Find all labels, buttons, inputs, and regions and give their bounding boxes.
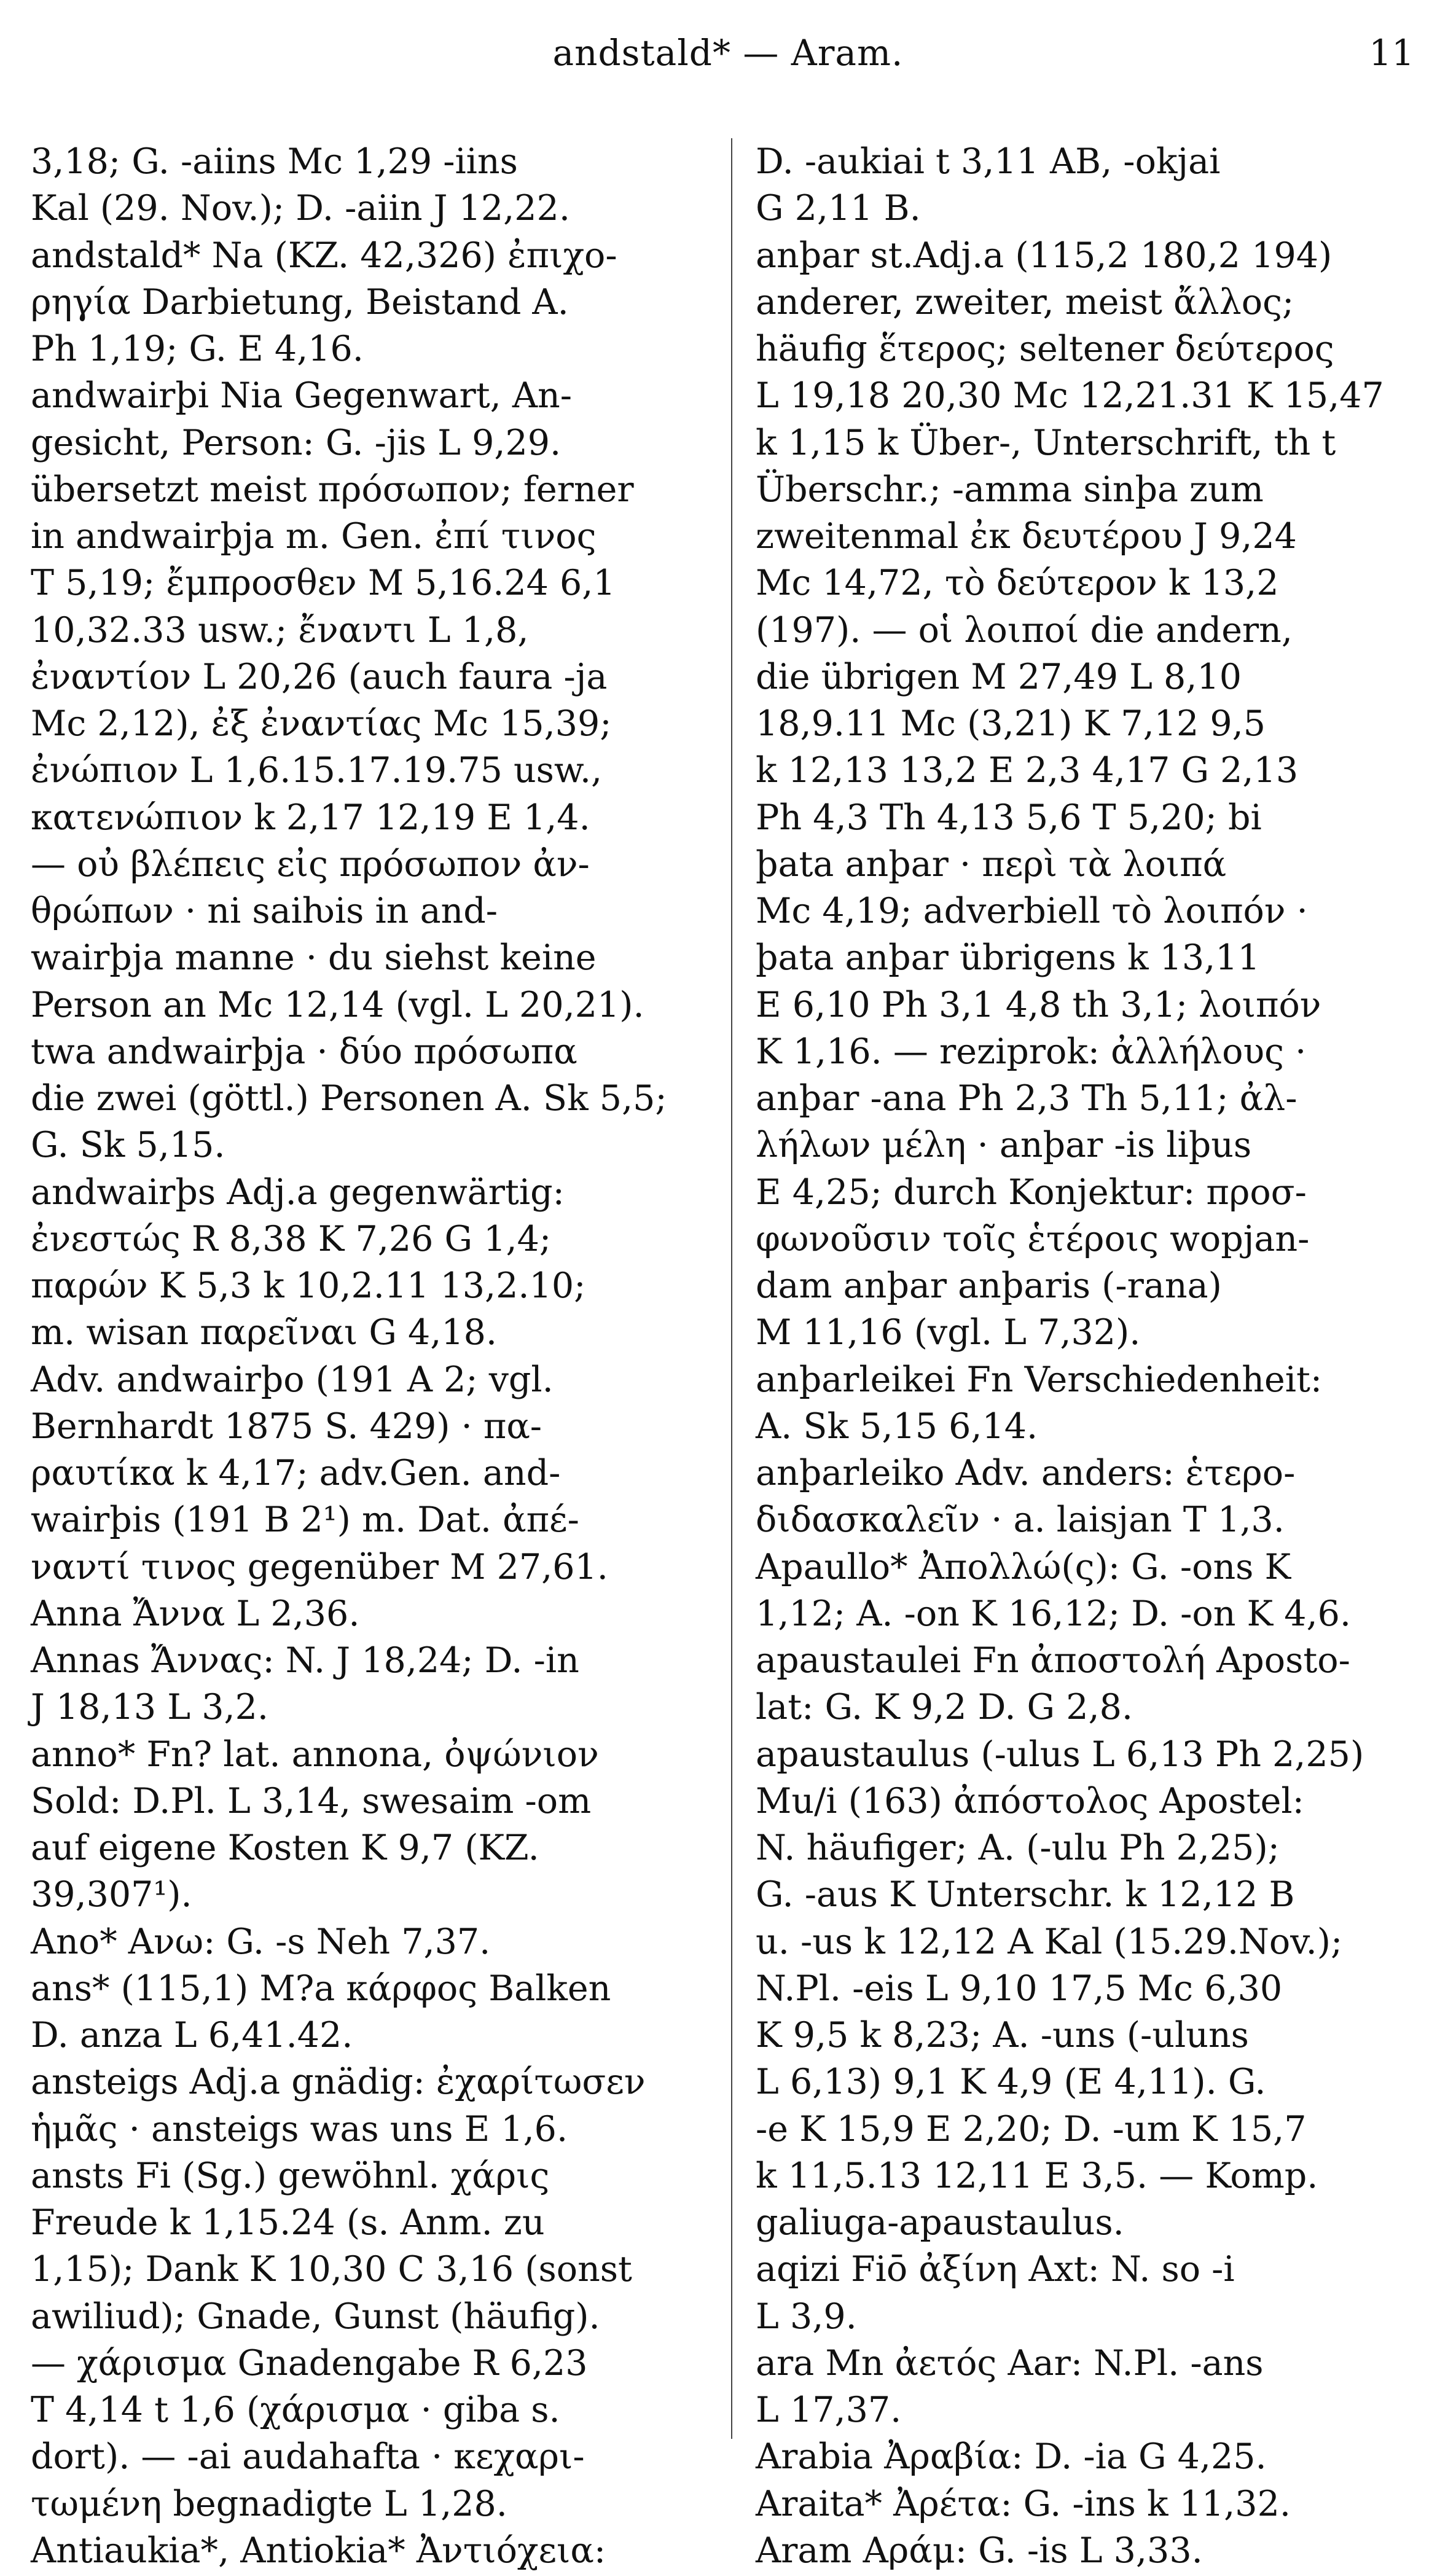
dictionary-line: þata anþar übrigens k 13,11 [756, 937, 1260, 979]
column-divider [731, 138, 732, 2439]
dictionary-line: 1,15); Dank K 10,30 C 3,16 (sonst [31, 2249, 632, 2290]
dictionary-line: andstald* Na (KZ. 42,326) ἐπιχο- [31, 235, 617, 276]
dictionary-line: die übrigen M 27,49 L 8,10 [756, 656, 1242, 697]
dictionary-line: 10,32.33 usw.; ἔναντι L 1,8, [31, 609, 529, 651]
dictionary-line: -e K 15,9 E 2,20; D. -um K 15,7 [756, 2108, 1307, 2150]
dictionary-line: Überschr.; -amma sinþa zum [756, 469, 1264, 510]
dictionary-line: andwairþs Adj.a gegenwärtig: [31, 1172, 565, 1213]
dictionary-line: G 2,11 B. [756, 188, 921, 229]
dictionary-line: E 6,10 Ph 3,1 4,8 th 3,1; λοιπόν [756, 984, 1321, 1025]
dictionary-line: übersetzt meist πρόσωπον; ferner [31, 469, 634, 510]
dictionary-line: k 12,13 13,2 E 2,3 4,17 G 2,13 [756, 750, 1299, 791]
dictionary-line: apaustaulus (-ulus L 6,13 Ph 2,25) [756, 1734, 1364, 1775]
dictionary-line: Aram Αράμ: G. -is L 3,33. [756, 2530, 1203, 2571]
dictionary-line: ansts Fi (Sg.) gewöhnl. χάρις [31, 2155, 550, 2196]
page-header [31, 32, 1425, 93]
dictionary-line: Arabia Ἀραβία: D. -ia G 4,25. [756, 2436, 1267, 2478]
dictionary-line: dort). — -ai audahafta · κεχαρι- [31, 2436, 585, 2478]
dictionary-line: ansteigs Adj.a gnädig: ἐχαρίτωσεν [31, 2062, 646, 2103]
dictionary-line: 3,18; G. -aiins Mc 1,29 -iins [31, 141, 518, 182]
dictionary-line: — οὐ βλέπεις εἰς πρόσωπον ἀν- [31, 843, 590, 885]
dictionary-line: apaustaulei Fn ἀποστολή Aposto- [756, 1640, 1350, 1681]
dictionary-line: Araita* Ἀρέτα: G. -ins k 11,32. [756, 2483, 1291, 2524]
dictionary-line: 1,12; A. -on K 16,12; D. -on K 4,6. [756, 1593, 1352, 1634]
dictionary-line: λήλων μέλη · anþar -is liþus [756, 1125, 1252, 1166]
dictionary-line: D. -aukiai t 3,11 AB, -okjai [756, 141, 1221, 182]
dictionary-line: L 19,18 20,30 Mc 12,21.31 K 15,47 [756, 375, 1384, 417]
dictionary-line: Apaullo* Ἀπολλώ(ς): G. -ons K [756, 1546, 1291, 1587]
dictionary-line: galiuga-apaustaulus. [756, 2202, 1124, 2243]
dictionary-line: T 5,19; ἔμπροσθεν M 5,16.24 6,1 [31, 563, 616, 604]
dictionary-line: διδασκαλεῖν · a. laisjan T 1,3. [756, 1500, 1285, 1541]
right-column [756, 138, 1425, 2571]
dictionary-line: wairþja manne · du siehst keine [31, 937, 597, 979]
dictionary-line: zweitenmal ἐκ δευτέρου J 9,24 [756, 516, 1297, 557]
dictionary-line: Mc 2,12), ἐξ ἐναντίας Mc 15,39; [31, 703, 612, 744]
dictionary-line: τωμένη begnadigte L 1,28. [31, 2483, 507, 2524]
dictionary-line: κατενώπιον k 2,17 12,19 E 1,4. [31, 797, 590, 838]
dictionary-line: die zwei (göttl.) Personen A. Sk 5,5; [31, 1078, 667, 1119]
dictionary-line: anþarleiko Adv. anders: ἑτερο- [756, 1453, 1296, 1493]
running-head: andstald* — Aram. [552, 32, 904, 74]
dictionary-line: ἐναντίον L 20,26 (auch faura -ja [31, 656, 608, 697]
dictionary-line: L 17,37. [756, 2390, 902, 2430]
dictionary-line: anderer, zweiter, meist ἄλλος; [756, 281, 1294, 323]
dictionary-line: G. -aus K Unterschr. k 12,12 B [756, 1874, 1295, 1915]
dictionary-line: auf eigene Kosten K 9,7 (KZ. [31, 1828, 539, 1868]
dictionary-line: N. häufiger; A. (-ulu Ph 2,25); [756, 1828, 1280, 1868]
dictionary-line: Antiaukia*, Antiokia* Ἀντιόχεια: [31, 2530, 606, 2571]
dictionary-line: T 4,14 t 1,6 (χάρισμα · giba s. [31, 2390, 560, 2430]
dictionary-line: ραυτίκα k 4,17; adv.Gen. and- [31, 1453, 561, 1493]
page-number: 11 [1369, 32, 1414, 74]
dictionary-line: Person an Mc 12,14 (vgl. L 20,21). [31, 984, 644, 1025]
dictionary-line: — χάρισμα Gnadengabe R 6,23 [31, 2342, 588, 2384]
dictionary-line: ἐνώπιον L 1,6.15.17.19.75 usw., [31, 750, 603, 791]
dictionary-line: häufig ἕτερος; seltener δεύτερος [756, 329, 1334, 369]
dictionary-line: þata anþar · περὶ τὰ λοιπά [756, 843, 1227, 885]
dictionary-line: L 6,13) 9,1 K 4,9 (E 4,11). G. [756, 2062, 1266, 2103]
dictionary-line: Adv. andwairþo (191 A 2; vgl. [31, 1359, 554, 1400]
dictionary-line: E 4,25; durch Konjektur: προσ- [756, 1172, 1307, 1213]
dictionary-line: J 18,13 L 3,2. [31, 1687, 269, 1728]
dictionary-line: anþarleikei Fn Verschiedenheit: [756, 1359, 1323, 1400]
dictionary-line: Mc 14,72, τὸ δεύτερον k 13,2 [756, 563, 1279, 604]
left-column [31, 138, 706, 2571]
dictionary-line: 18,9.11 Mc (3,21) K 7,12 9,5 [756, 703, 1266, 744]
dictionary-line: k 1,15 k Über-, Unterschrift, th t [756, 422, 1336, 463]
dictionary-line: D. anza L 6,41.42. [31, 2015, 353, 2056]
dictionary-line: N.Pl. -eis L 9,10 17,5 Mc 6,30 [756, 1968, 1283, 2009]
dictionary-line: Anna Ἄννα L 2,36. [31, 1593, 360, 1634]
dictionary-line: A. Sk 5,15 6,14. [756, 1406, 1038, 1447]
dictionary-line: dam anþar anþaris (-rana) [756, 1265, 1222, 1306]
dictionary-line: ans* (115,1) M?a κάρφος Balken [31, 1968, 611, 2009]
dictionary-line: anþar -ana Ph 2,3 Th 5,11; ἀλ- [756, 1078, 1297, 1119]
dictionary-line: Ph 4,3 Th 4,13 5,6 T 5,20; bi [756, 797, 1262, 838]
dictionary-line: Mu/i (163) ἀπόστολος Apostel: [756, 1780, 1304, 1821]
dictionary-line: 39,307¹). [31, 1874, 192, 1915]
dictionary-line: (197). — οἱ λοιποί die andern, [756, 609, 1293, 651]
dictionary-line: andwairþi Nia Gegenwart, An- [31, 375, 572, 417]
dictionary-line: anþar st.Adj.a (115,2 180,2 194) [756, 235, 1333, 276]
dictionary-line: G. Sk 5,15. [31, 1125, 225, 1166]
dictionary-line: u. -us k 12,12 A Kal (15.29.Nov.); [756, 1921, 1343, 1962]
dictionary-line: m. wisan παρεῖναι G 4,18. [31, 1312, 498, 1353]
dictionary-line: φωνοῦσιν τοῖς ἑτέροις wopjan- [756, 1218, 1310, 1259]
dictionary-line: Bernhardt 1875 S. 429) · πα- [31, 1406, 542, 1447]
dictionary-line: Kal (29. Nov.); D. -aiin J 12,22. [31, 188, 570, 229]
dictionary-line: Annas Ἄννας: N. J 18,24; D. -in [31, 1640, 579, 1681]
dictionary-line: Ph 1,19; G. E 4,16. [31, 329, 364, 369]
dictionary-line: Mc 4,19; adverbiell τὸ λοιπόν · [756, 891, 1308, 931]
dictionary-line: anno* Fn? lat. annona, ὀψώνιον [31, 1734, 599, 1775]
dictionary-line: ἡμᾶς · ansteigs was uns E 1,6. [31, 2108, 568, 2150]
dictionary-line: lat: G. K 9,2 D. G 2,8. [756, 1687, 1133, 1728]
dictionary-line: ναντί τινος gegenüber M 27,61. [31, 1546, 608, 1587]
dictionary-line: awiliud); Gnade, Gunst (häufig). [31, 2296, 600, 2337]
dictionary-line: K 9,5 k 8,23; A. -uns (-uluns [756, 2015, 1249, 2056]
dictionary-line: wairþis (191 B 2¹) m. Dat. ἀπέ- [31, 1500, 579, 1541]
dictionary-line: in andwairþja m. Gen. ἐπί τινος [31, 516, 597, 557]
dictionary-line: twa andwairþja · δύο πρόσωπα [31, 1031, 577, 1072]
dictionary-line: Sold: D.Pl. L 3,14, swesaim -om [31, 1780, 592, 1821]
dictionary-line: ρηγία Darbietung, Beistand A. [31, 281, 569, 323]
dictionary-line: aqizi Fiō ἀξίνη Axt: N. so -i [756, 2249, 1235, 2290]
dictionary-line: Ano* Ανω: G. -s Neh 7,37. [31, 1921, 491, 1962]
dictionary-line: k 11,5.13 12,11 E 3,5. — Komp. [756, 2155, 1318, 2196]
dictionary-line: K 1,16. — reziprok: ἀλλήλους · [756, 1031, 1307, 1072]
dictionary-line: ἐνεστώς R 8,38 K 7,26 G 1,4; [31, 1218, 552, 1259]
dictionary-line: Freude k 1,15.24 (s. Anm. zu [31, 2202, 545, 2243]
dictionary-line: gesicht, Person: G. -jis L 9,29. [31, 422, 562, 463]
dictionary-line: παρών K 5,3 k 10,2.11 13,2.10; [31, 1265, 586, 1306]
dictionary-line: M 11,16 (vgl. L 7,32). [756, 1312, 1141, 1353]
dictionary-line: θρώπων · ni saiƕis in and- [31, 891, 498, 931]
dictionary-line: ara Mn ἀετός Aar: N.Pl. -ans [756, 2342, 1264, 2384]
dictionary-line: L 3,9. [756, 2296, 857, 2337]
